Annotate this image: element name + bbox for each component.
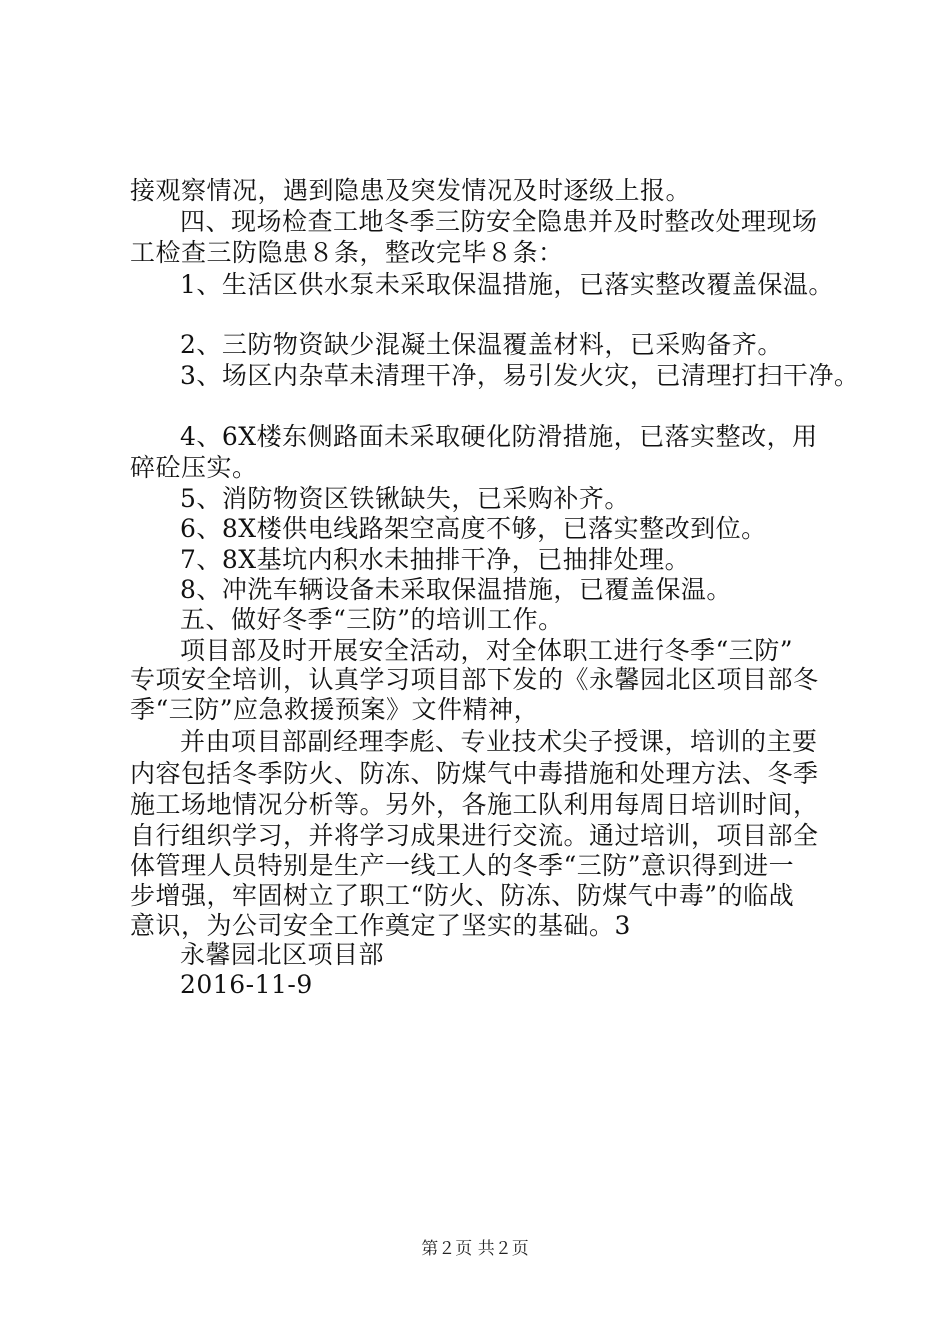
body-line: 并由项目部副经理李彪、专业技术尖子授课，培训的主要 [180, 727, 818, 756]
section-heading-5: 五、做好冬季“三防”的培训工作。 [180, 605, 564, 634]
signature-org: 永馨园北区项目部 [180, 940, 385, 969]
list-item: 2、三防物资缺少混凝土保温覆盖材料，已采购备齐。 [180, 330, 783, 359]
list-item: 7、8X基坑内积水未抽排干净，已抽排处理。 [180, 545, 691, 574]
body-line: 体管理人员特别是生产一线工人的冬季“三防”意识得到进一 [130, 851, 795, 880]
list-item: 1、生活区供水泵未采取保温措施，已落实整改覆盖保温。 [180, 270, 834, 299]
page-number-footer: 第２页 共２页 [421, 1239, 529, 1259]
body-line: 项目部及时开展安全活动，对全体职工进行冬季“三防” [180, 636, 794, 665]
body-line: 内容包括冬季防火、防冻、防煤气中毒措施和处理方法、冬季 [130, 759, 819, 788]
body-line: 步增强，牢固树立了职工“防火、防冻、防煤气中毒”的临战 [130, 881, 795, 910]
body-line: 专项安全培训，认真学习项目部下发的《永馨园北区项目部冬 [130, 665, 819, 694]
list-item: 6、8X楼供电线路架空高度不够，已落实整改到位。 [180, 514, 767, 543]
body-line: 意识，为公司安全工作奠定了坚实的基础。3 [130, 911, 631, 940]
signature-date: 2016-11-9 [180, 970, 313, 999]
body-line: 自行组织学习，并将学习成果进行交流。通过培训，项目部全 [130, 821, 819, 850]
body-line: 施工场地情况分析等。另外，各施工队利用每周日培训时间， [130, 790, 819, 819]
list-item: 4、6X楼东侧路面未采取硬化防滑措施，已落实整改，用 [180, 422, 818, 451]
list-item: 8、冲洗车辆设备未采取保温措施，已覆盖保温。 [180, 575, 732, 604]
body-line: 工检查三防隐患８条，整改完毕８条： [130, 238, 564, 267]
section-heading-4: 四、现场检查工地冬季三防安全隐患并及时整改处理现场 [180, 207, 818, 236]
body-line: 季“三防”应急救援预案》文件精神， [130, 695, 540, 724]
body-line: 接观察情况，遇到隐患及突发情况及时逐级上报。 [130, 176, 692, 205]
list-item-continuation: 碎砼压实。 [130, 453, 258, 482]
list-item: 5、消防物资区铁锹缺失，已采购补齐。 [180, 484, 630, 513]
list-item: 3、场区内杂草未清理干净，易引发火灾，已清理打扫干净。 [180, 361, 860, 390]
